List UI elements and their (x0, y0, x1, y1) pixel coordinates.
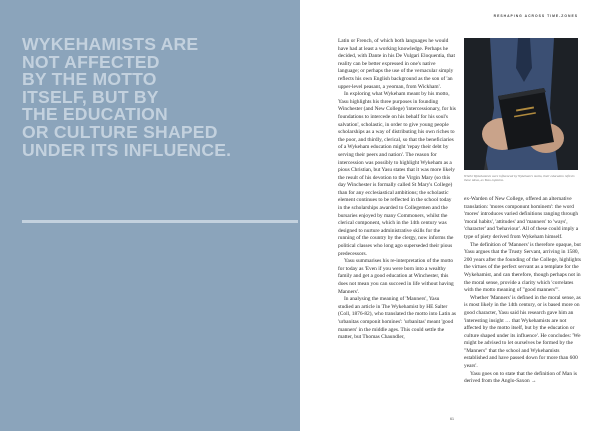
paragraph: Latin or French, of which both languages he would have had at least a working knowledge. Perhaps he decided, with Dante in his De Vulgari Eloquentia, that reality can be better expressed in one's native language; or perhaps the use of the vernacular simply reflects his own English background as the son of 'an upper-level peasant, a yeoman, from Wickham'. (338, 38, 455, 90)
pull-quote: WYKEHAMISTS ARE NOT AFFECTED BY THE MOTTO ITSELF, BUT BY THE EDUCATION OR CULTURE SHAPED UNDER ITS INFLUENCE. (22, 34, 232, 160)
photo-caption: Whilst Wykehamists were influenced by Wykeham's motto, their education reflects these ideas, as Yasu explains. (464, 174, 575, 183)
paragraph: In analysing the meaning of 'Manners', Yasu studied an article in The Wykehamist by HE Salter (Coll, 1876-82), who translated the motto into Latin as 'urbanitas componit homines': 'urbanitas' meant 'good manners' in the middle ages. This could settle the matter, but Thomas Chaundler, (338, 296, 456, 341)
right-page (300, 0, 600, 431)
quote-divider (22, 220, 298, 223)
photo-hands-holding-book (464, 38, 578, 170)
paragraph: In exploring what Wykeham meant by his motto, Yasu highlights his three purposes in founding Winchester (and New College) 'intercessionary, for his foundations to intercede on his behalf for his soul's salvation', scholastic, in order to give young people scholarships as a way of distributing his own riches to the poor, and thirdly, clerical, so that the beneficiaries of a Wykeham education might 'repay their debt by serving their peers and nation'. The reason for intercession was possibly to highlight Wykeham as a pious Christian, but Yasu states that it was more likely the result of his devotion to the Virgin Mary (so this day Winchester is formally called St Mary's College) than for any ecclesiastical ambitions; the scholastic element continues to be reflected in the school today in the scholarships awarded to Collegemen and the bursaries enjoyed by many Commoners, whilst the clerical component, which in the 14th century was designed to nurture administrative skills for the running of the country by the clergy, now informs the political classes who long ago superseded their pious predecessors. (338, 91, 456, 257)
page-number: 61 (450, 417, 454, 421)
paragraph: Yasu goes on to state that the definition of Man is derived from the Anglo-Saxon → (464, 370, 577, 385)
text-column-right (464, 196, 582, 416)
running-head: RESHAPING ACROSS TIME-ZONES (493, 14, 578, 18)
photo-illustration (464, 38, 578, 170)
paragraph: Yasu summarises his re-interpretation of the motto for today as 'Even if you were born into a wealthy family and get a good education at Winchester, this does not mean you can succeed in life without having Manners'. (338, 258, 454, 295)
paragraph: Whether 'Manners' is defined in the moral sense, as is most likely in the 14th century, or is based more on good character, Yasu said his research gave him an 'interesting insight … that Wykehamists are not affected by the motto itself, but by the education or culture shaped under its influence'. He concludes: 'We might be advised to let ourselves be formed by the "Manners" that the school and Wykehamists established and have passed down for more than 600 years'. (464, 294, 581, 370)
paragraph: The definition of 'Manners' is therefore opaque, but Yasu argues that the Trusty Servant, arriving in 1580, 200 years after the founding of the College, highlights the virtues of the perfect servant as a template for the Wykehamist, and can therefore, though perhaps not in the moral sense, provide a clarity which 'correlates with the motto meaning of "good manners"'. (464, 241, 581, 294)
text-column-left (338, 38, 456, 414)
paragraph: ex-Warden of New College, offered an alternative translation: 'mores componunt hominem': the word 'mores' introduces varied definitions ranging through 'moral habits', 'attitudes' and 'manners' to 'ways', 'character' and 'behaviour'. All of these could imply a type of piety derived from Wykeham himself. (464, 196, 579, 240)
